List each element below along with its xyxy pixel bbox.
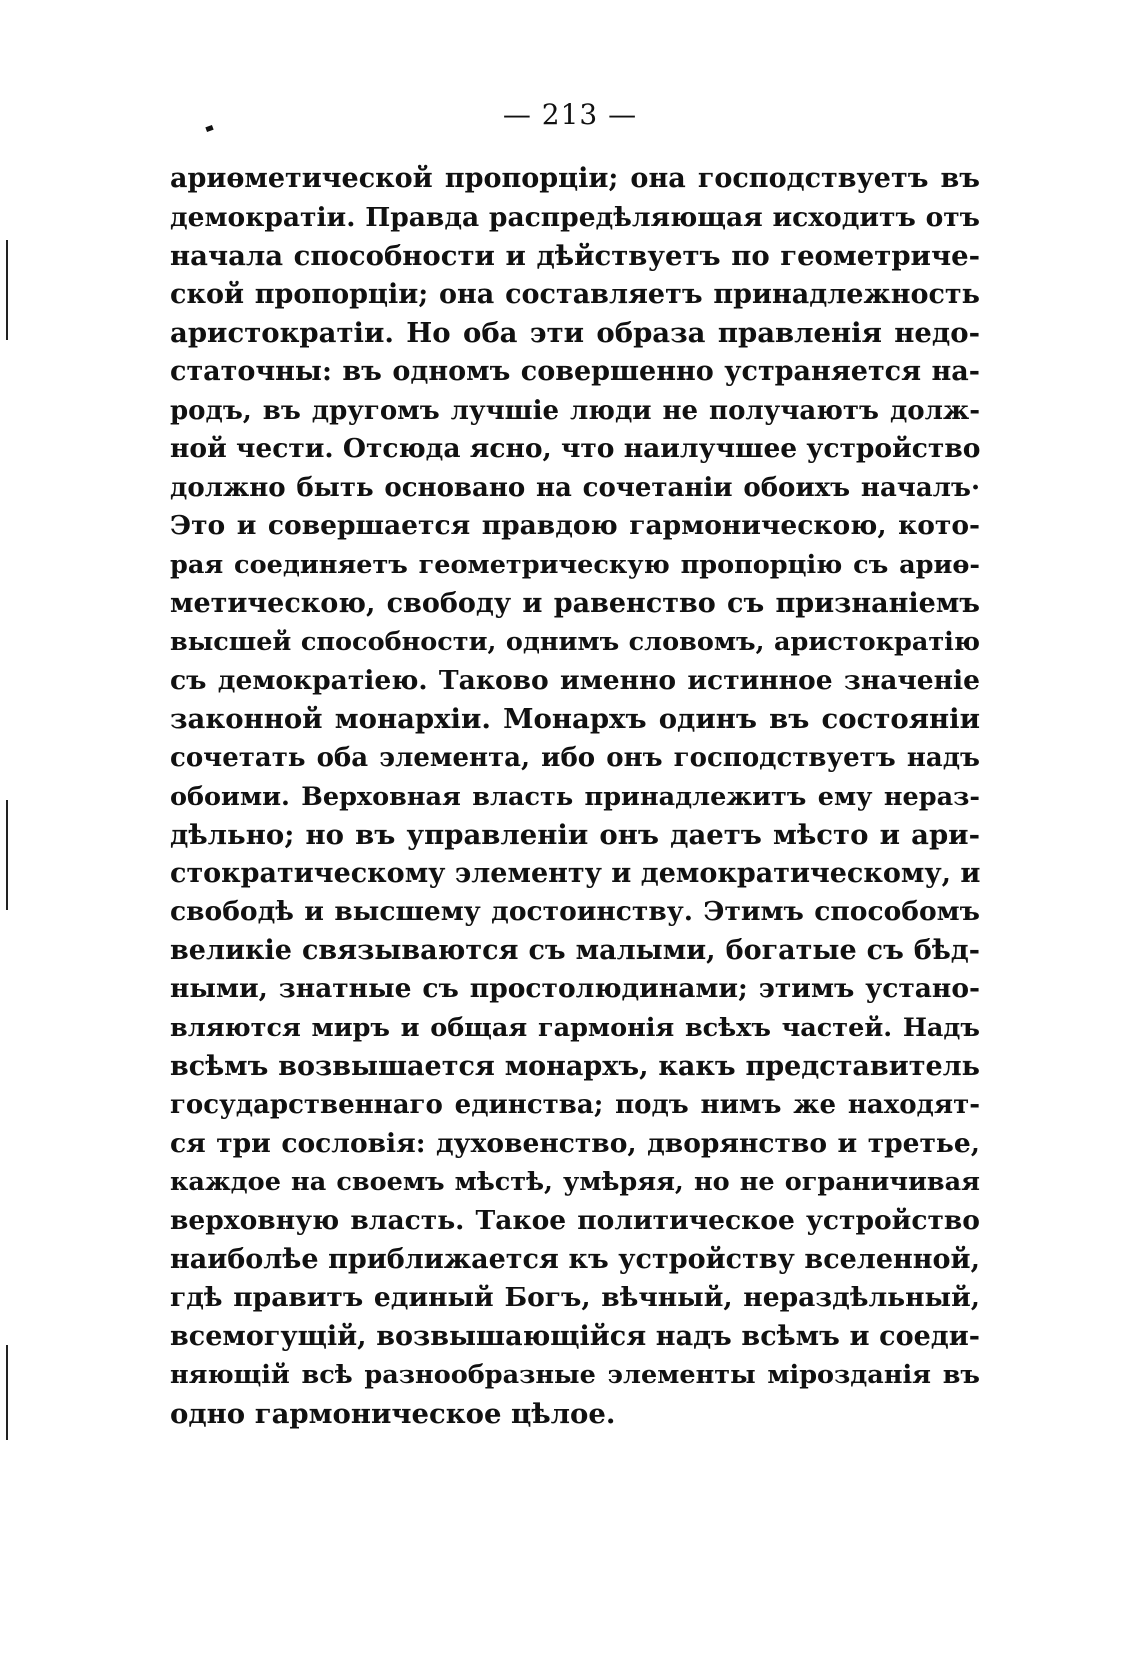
margin-line-mark xyxy=(6,1345,8,1440)
text-line: стократическому элементу и демократическому, и xyxy=(170,857,981,889)
text-line: ными, знатные съ простолюдинами; этимъ устано- xyxy=(170,973,980,1005)
margin-line-mark xyxy=(6,240,8,340)
text-line: сочетать оба элемента, ибо онъ господствуетъ надъ xyxy=(170,742,980,773)
text-line: свободѣ и высшему достоинству. Этимъ способомъ xyxy=(170,896,980,928)
text-line: родъ, въ другомъ лучшіе люди не получаютъ долж- xyxy=(170,395,980,426)
text-line: дѣльно; но въ управленіи онъ даетъ мѣсто и ари- xyxy=(170,819,980,852)
text-line: верховную власть. Такое политическое устройство xyxy=(170,1205,980,1237)
text-line: Это и совершается правдою гармоническою, кото- xyxy=(170,510,980,542)
page-number: — 213 — xyxy=(502,98,638,131)
text-line: метическою, свободу и равенство съ признаніемъ xyxy=(170,587,980,619)
text-line: государственнаго единства; подъ нимъ же находят- xyxy=(170,1090,980,1121)
body-text xyxy=(170,160,980,1434)
text-line: ной чести. Отсюда ясно, что наилучшее устройство xyxy=(170,433,981,465)
text-line: наиболѣе приближается къ устройству вселенной, xyxy=(170,1243,980,1275)
text-line: обоими. Верховная власть принадлежитъ ему нераз- xyxy=(170,781,980,812)
text-line: всѣмъ возвышается монархъ, какъ представитель xyxy=(170,1050,980,1082)
text-line: всемогущій, возвышающійся надъ всѣмъ и соеди- xyxy=(170,1320,980,1352)
text-line: должно быть основано на сочетаніи обоихъ началъ· xyxy=(170,472,980,503)
text-line: съ демократіею. Таково именно истинное значеніе xyxy=(170,664,980,696)
text-line: каждое на своемъ мѣстѣ, умѣряя, но не ограничивая xyxy=(170,1167,980,1198)
text-line: рая соединяетъ геометрическую пропорцію съ ариө- xyxy=(170,549,980,580)
text-line: ся три сословія: духовенство, дворянство и третье, xyxy=(170,1127,980,1159)
text-line: ской пропорціи; она составляетъ принадлежность xyxy=(170,278,980,310)
text-line: высшей способности, однимъ словомъ, аристократію xyxy=(170,627,980,658)
text-line: вляются миръ и общая гармонія всѣхъ частей. Надъ xyxy=(170,1013,980,1044)
text-line: аристократіи. Но оба эти образа правленія недо- xyxy=(170,317,980,350)
margin-line-mark xyxy=(6,800,8,910)
text-line: начала способности и дѣйствуетъ по геометриче- xyxy=(170,240,980,273)
text-line: демократіи. Правда распредѣляющая исходитъ отъ xyxy=(170,201,980,233)
text-line: гдѣ правитъ единый Богъ, вѣчный, нераздѣльный, xyxy=(170,1282,980,1314)
text-line: законной монархіи. Монархъ одинъ въ состояніи xyxy=(170,703,980,736)
text-line: великіе связываются съ малыми, богатые съ бѣд- xyxy=(170,934,980,966)
text-line: ариөметической пропорціи; она господствуетъ въ xyxy=(170,163,980,194)
text-line: няющій всѣ разнообразные элементы мірозданія въ xyxy=(170,1360,980,1391)
text-line: статочны: въ одномъ совершенно устраняется на- xyxy=(170,355,980,387)
text-line: одно гармоническое цѣлое. xyxy=(170,1398,616,1430)
